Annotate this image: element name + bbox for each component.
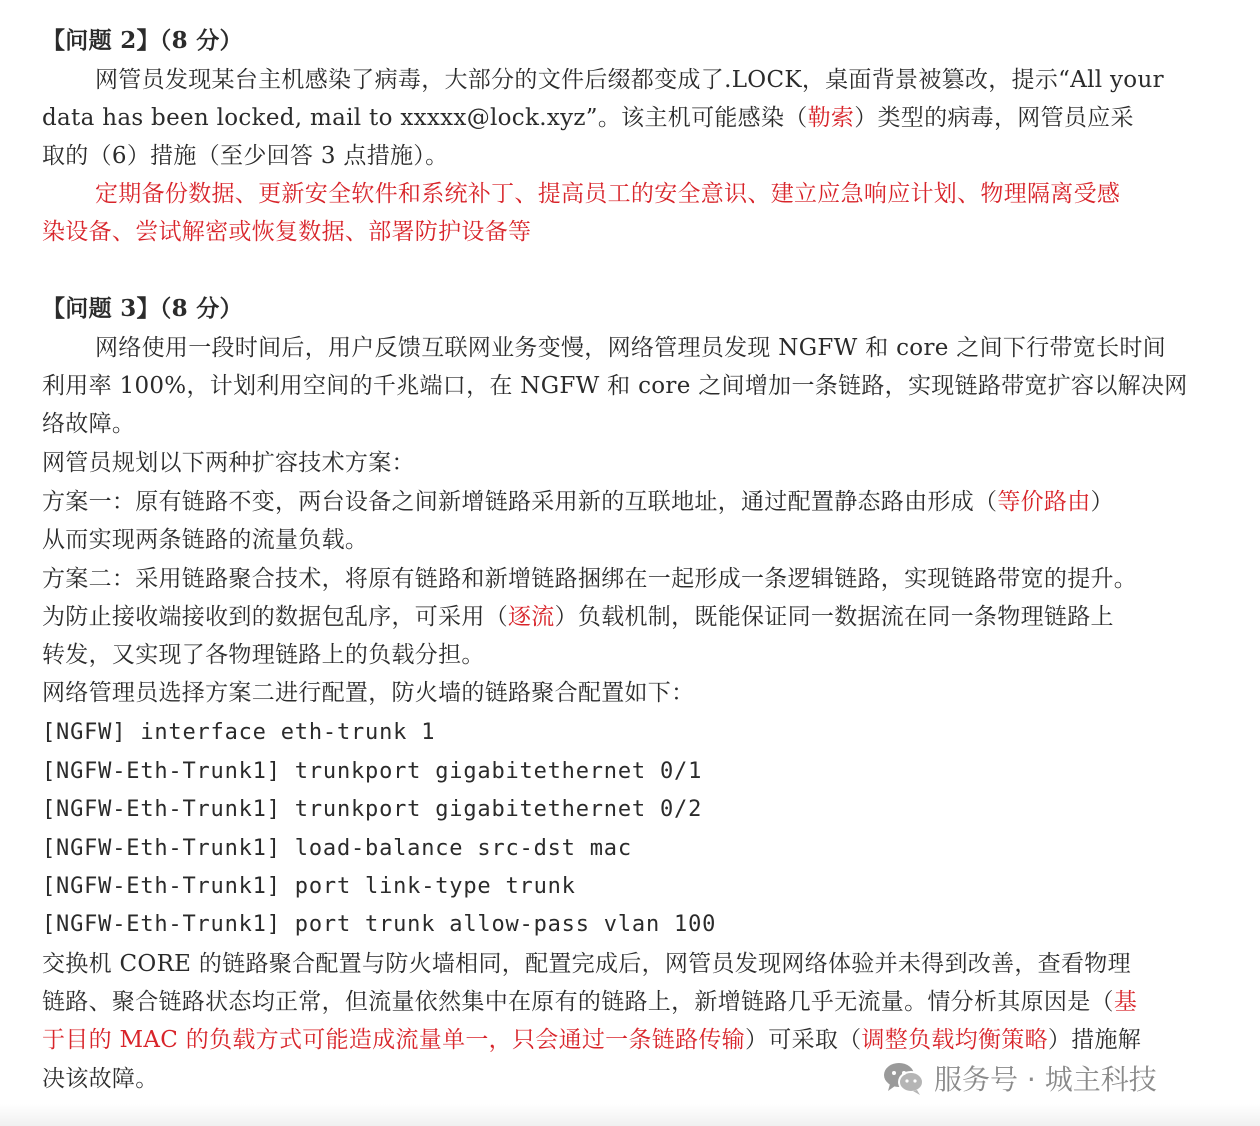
- plan-2-line: 方案二：采用链路聚合技术，将原有链路和新增链路捆绑在一起形成一条逻辑链路，实现链路带宽的提升。: [42, 566, 1138, 592]
- q3-heading: 【问题 3】（8 分）: [42, 295, 243, 322]
- explain-line-3-tail: ）措施解: [1047, 1027, 1142, 1053]
- explain-line-4: 决该故障。: [42, 1066, 159, 1092]
- config-line-5: [NGFW-Eth-Trunk1] port link-type trunk: [42, 874, 576, 899]
- q2-line-2: [42, 99, 1228, 137]
- plan-1-close: ）: [1090, 489, 1114, 515]
- q3-para-4: 网管员规划以下两种扩容技术方案：: [42, 450, 415, 476]
- watermark: [882, 1058, 1157, 1098]
- config-line-3: [NGFW-Eth-Trunk1] trunkport gigabitethernet 0/2: [42, 797, 703, 822]
- answer-cause: 于目的 MAC 的负载方式可能造成流量单一，只会通过一条链路传输: [42, 1027, 745, 1053]
- plan-1-text: 方案一：原有链路不变，两台设备之间新增链路采用新的互联地址，通过配置静态路由形成（: [42, 489, 998, 515]
- q2-answer-2: 染设备、尝试解密或恢复数据、部署防护设备等: [42, 219, 532, 245]
- q2-line-1: 网管员发现某台主机感染了病毒，大部分的文件后缀都变成了.LOCK，桌面背景被篡改，提示“All your: [95, 67, 1164, 93]
- q2-heading: 【问题 2】（8 分）: [42, 27, 243, 54]
- plan-2-text: 为防止接收端接收到的数据包乱序，可采用（: [42, 604, 508, 630]
- config-line-1: [NGFW] interface eth-trunk 1: [42, 720, 436, 745]
- explain-line-2: [42, 983, 1228, 1021]
- q3-para-3: 络故障。: [42, 411, 136, 437]
- q2-line-2-tail: ）类型的病毒，网管员应采: [854, 105, 1134, 131]
- q2-line-2-text: data has been locked, mail to xxxxx@lock.xyz”。该主机可能感染（: [42, 105, 808, 131]
- explain-line-1: 交换机 CORE 的链路聚合配置与防火墙相同，配置完成后，网管员发现网络体验并未得到改善，查看物理: [42, 951, 1131, 977]
- bottom-fade: [0, 1104, 1260, 1126]
- plan-2-line-4: 网络管理员选择方案二进行配置，防火墙的链路聚合配置如下：: [42, 680, 695, 706]
- plan-1-line: [42, 483, 1228, 521]
- plan-1-line-2: 从而实现两条链路的流量负载。: [42, 527, 369, 553]
- q3-para-2: 利用率 100%，计划利用空间的千兆端口，在 NGFW 和 core 之间增加一条链路，实现链路带宽扩容以解决网: [42, 373, 1188, 399]
- plan-2-line-2: [42, 598, 1228, 636]
- answer-cause-start: 基: [1113, 989, 1138, 1015]
- plan-2-line-3: 转发，又实现了各物理链路上的负载分担。: [42, 642, 485, 668]
- q2-line-3: 取的（6）措施（至少回答 3 点措施）。: [42, 143, 449, 169]
- q3-para-1: 网络使用一段时间后，用户反馈互联网业务变慢，网络管理员发现 NGFW 和 core 之间下行带宽长时间: [95, 335, 1166, 361]
- config-line-4: [NGFW-Eth-Trunk1] load-balance src-dst mac: [42, 836, 632, 861]
- watermark-text: 服务号 · 城主科技: [934, 1063, 1157, 1096]
- answer-ecmp: 等价路由: [997, 489, 1091, 515]
- plan-2-tail: ）负载机制，既能保证同一数据流在同一条物理链路上: [554, 604, 1114, 630]
- answer-measure: 调整负载均衡策略: [861, 1027, 1048, 1053]
- explain-line-3-mid: ）可采取（: [744, 1027, 862, 1053]
- explain-line-2-text: 链路、聚合链路状态均正常，但流量依然集中在原有的链路上，新增链路几乎无流量。情分析其原因是（: [42, 989, 1114, 1015]
- explain-line-3: [42, 1021, 1228, 1059]
- answer-per-flow: 逐流: [508, 604, 555, 630]
- config-line-6: [NGFW-Eth-Trunk1] port trunk allow-pass vlan 100: [42, 912, 717, 937]
- answer-ransomware: 勒索: [807, 105, 855, 131]
- q2-answer-1: 定期备份数据、更新安全软件和系统补丁、提高员工的安全意识、建立应急响应计划、物理隔离受感: [95, 181, 1121, 207]
- wechat-icon: [882, 1060, 926, 1096]
- config-line-2: [NGFW-Eth-Trunk1] trunkport gigabitethernet 0/1: [42, 759, 703, 784]
